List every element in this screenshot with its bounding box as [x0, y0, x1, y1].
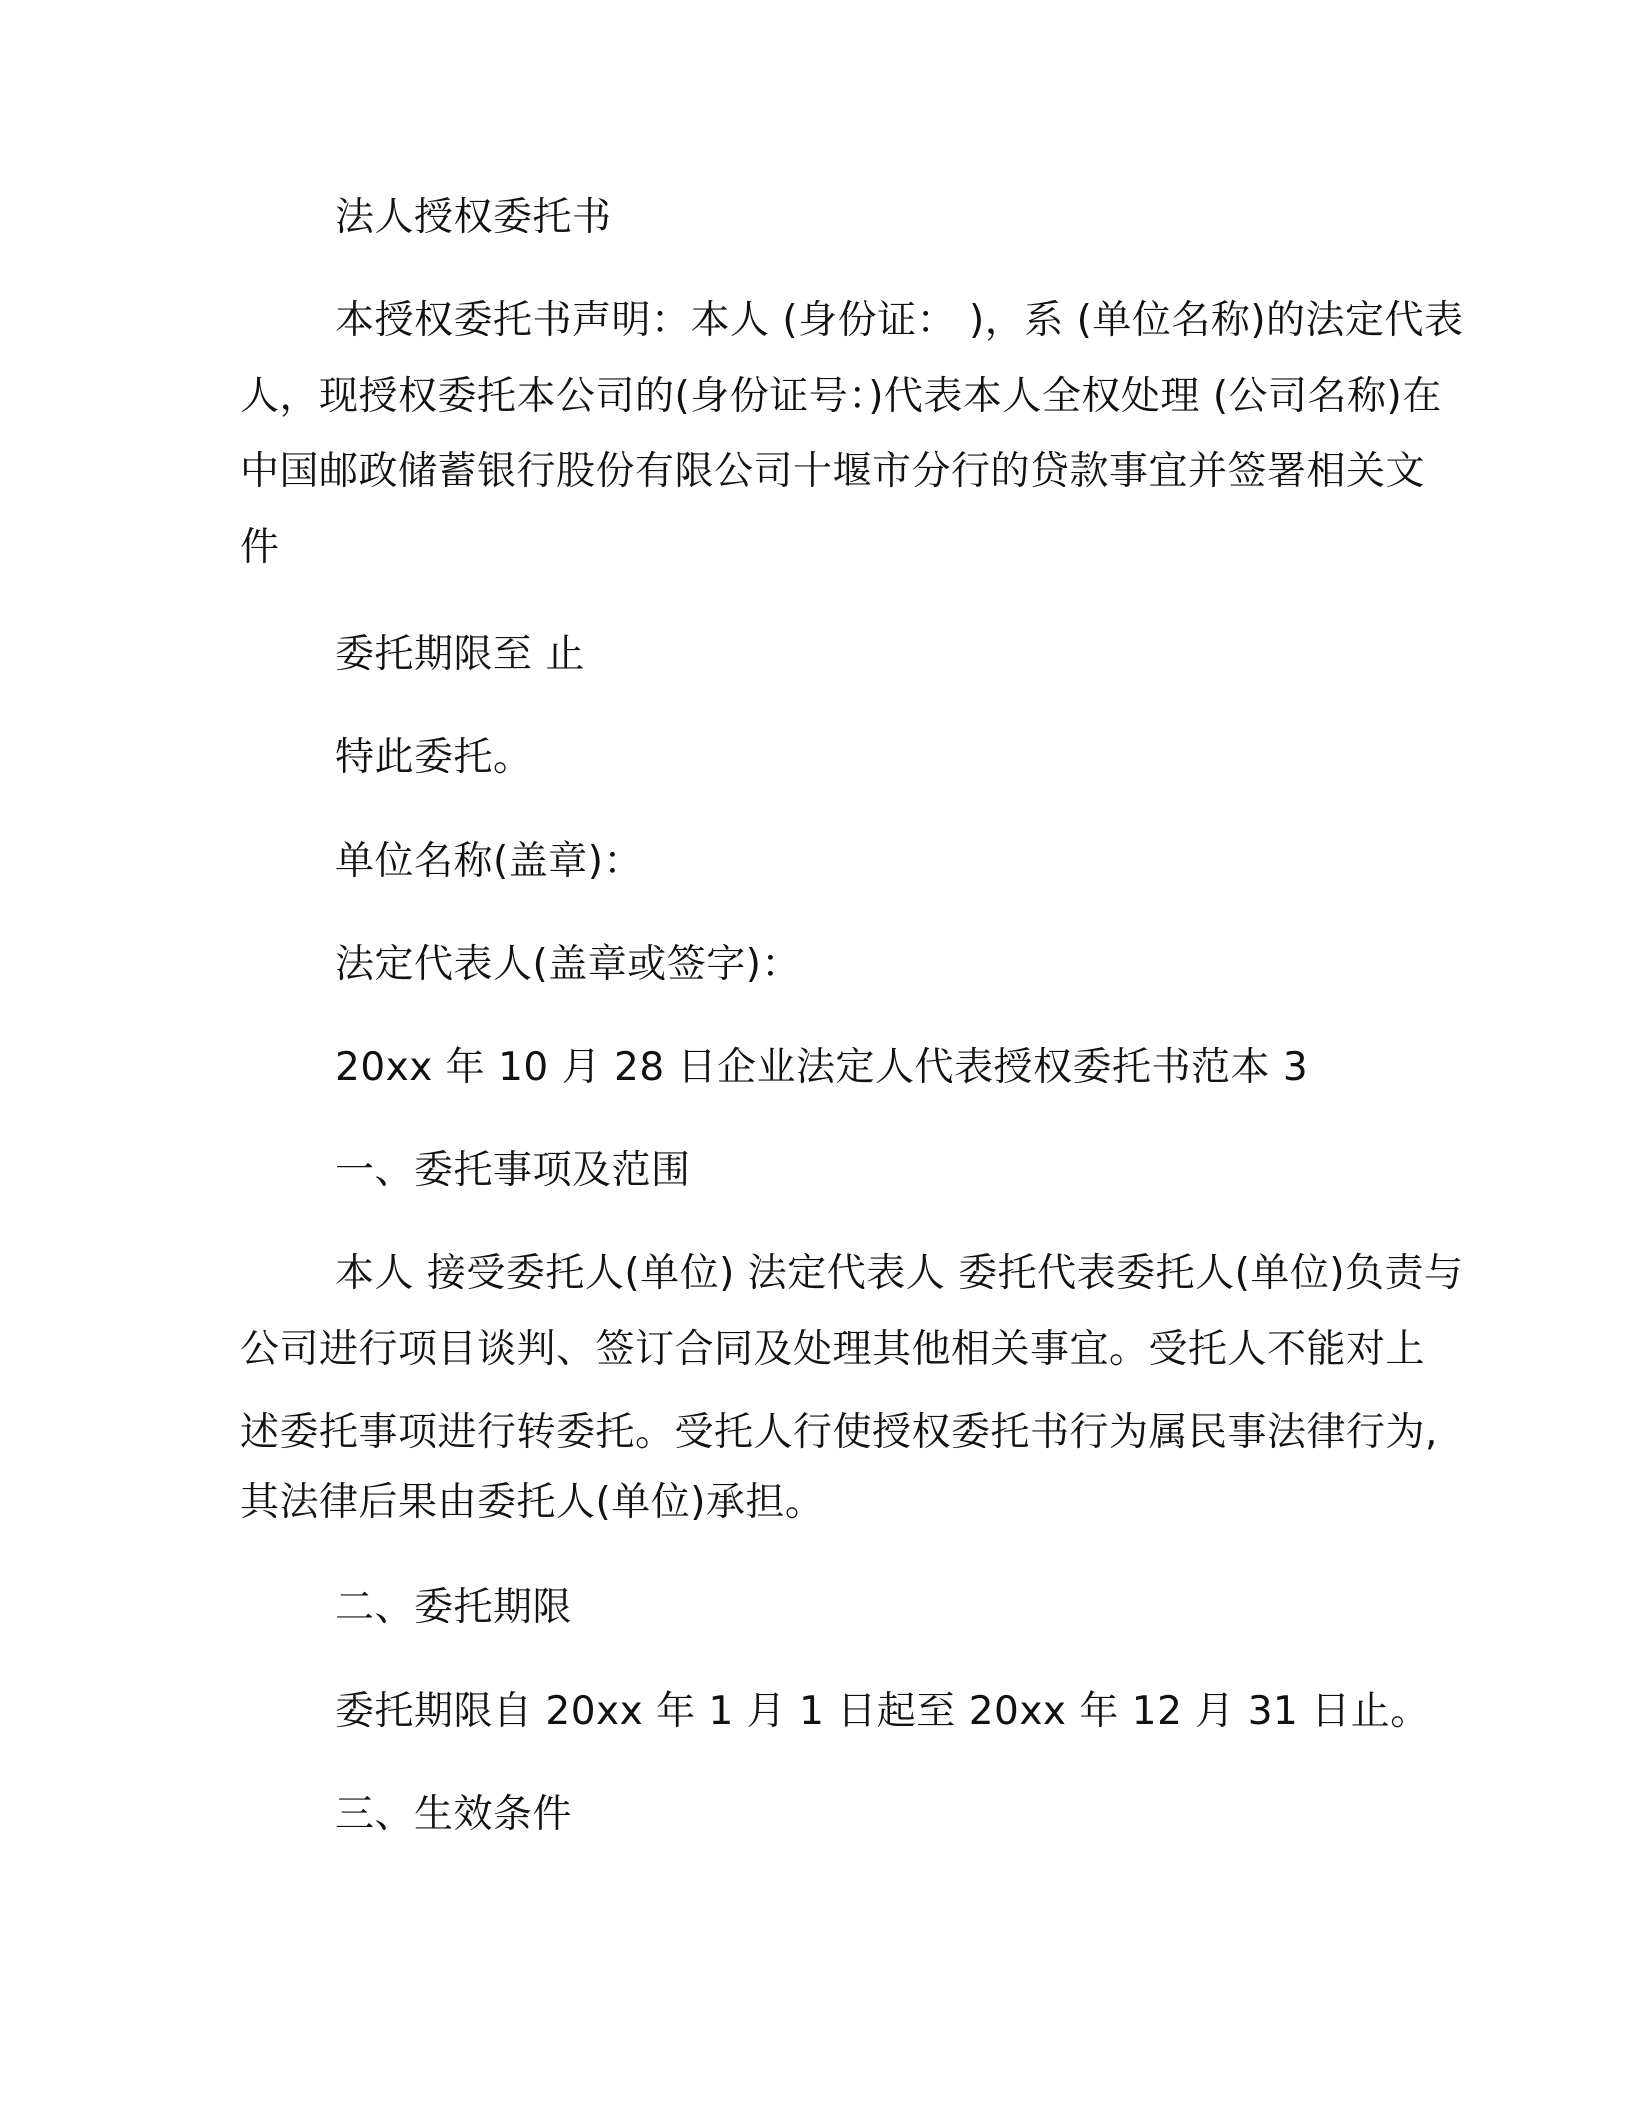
document-title: 法人授权委托书: [335, 195, 612, 240]
section3-heading: 三、生效条件: [335, 1792, 573, 1837]
legal-rep-sign-line: 法定代表人(盖章或签字)：: [335, 942, 801, 987]
paragraph-line: 本授权委托书声明：本人 (身份证： )，系 (单位名称)的法定代表: [335, 298, 1464, 343]
date-line: 20xx 年 10 月 28 日企业法定人代表授权委托书范本 3: [335, 1045, 1309, 1090]
section2-heading: 二、委托期限: [335, 1585, 573, 1630]
section2-body: 委托期限自 20xx 年 1 月 1 日起至 20xx 年 12 月 31 日止。: [335, 1689, 1430, 1734]
closing-line: 特此委托。: [335, 735, 533, 780]
unit-seal-line: 单位名称(盖章)：: [335, 839, 643, 884]
section1-heading: 一、委托事项及范围: [335, 1148, 691, 1193]
paragraph-line: 中国邮政储蓄银行股份有限公司十堰市分行的贷款事宜并签署相关文: [240, 449, 1426, 494]
paragraph-line: 公司进行项目谈判、签订合同及处理其他相关事宜。受托人不能对上: [240, 1327, 1426, 1372]
paragraph-line: 述委托事项进行转委托。受托人行使授权委托书行为属民事法律行为,: [240, 1410, 1438, 1455]
paragraph-line: 其法律后果由委托人(单位)承担。: [240, 1480, 825, 1525]
paragraph-line: 件: [240, 525, 280, 570]
paragraph-line: 人，现授权委托本公司的(身份证号：)代表本人全权处理 (公司名称)在: [240, 374, 1442, 419]
term-line: 委托期限至 止: [335, 632, 585, 677]
paragraph-line: 本人 接受委托人(单位) 法定代表人 委托代表委托人(单位)负责与: [335, 1251, 1464, 1296]
